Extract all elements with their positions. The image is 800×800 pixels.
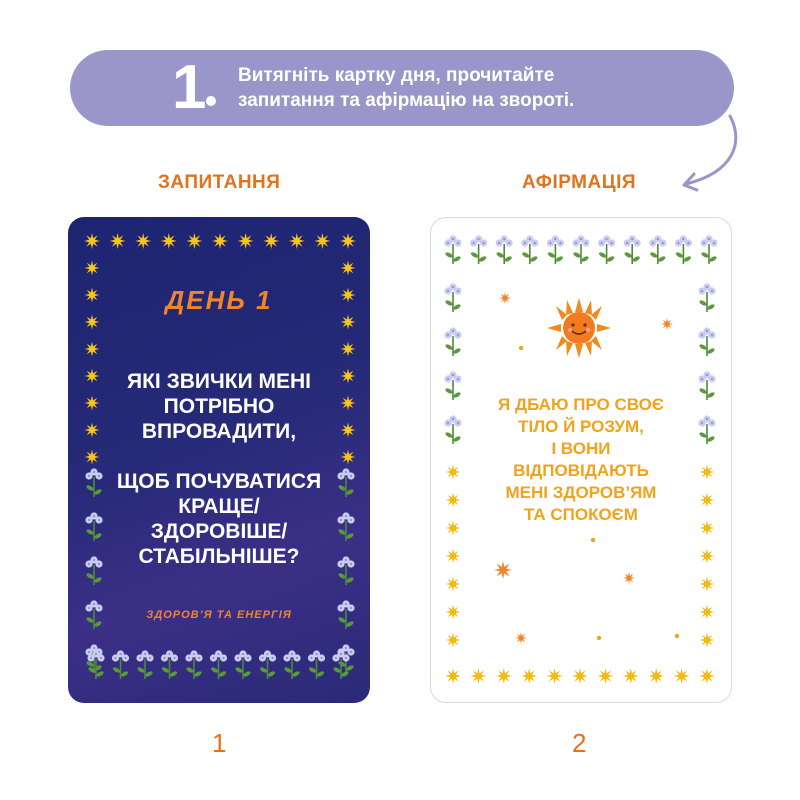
flower-icon [624,235,641,264]
instruction-line-1: Витягніть картку дня, прочитайте [238,65,555,86]
star-icon [623,572,635,584]
star-icon [700,521,715,536]
dot-decoration [597,636,601,640]
star-icon [341,369,356,384]
star-icon [341,450,356,465]
flower-icon [337,556,354,585]
curved-arrow-icon [672,112,742,196]
flower-icon [572,235,589,264]
star-icon [700,549,715,564]
flower-icon [332,650,349,679]
star-icon [499,292,511,304]
star-icon [446,465,461,480]
star-icon [700,577,715,592]
star-icon [445,668,461,684]
flower-icon [136,650,153,679]
star-icon [85,423,100,438]
flower-icon [112,650,129,679]
card-number-1: 1 [212,728,227,758]
star-icon [135,233,151,249]
flower-icon [649,235,666,264]
topic-label: ЗДОРОВ’Я ТА ЕНЕРГІЯ [146,609,292,621]
flower-icon [85,556,102,585]
star-icon [494,561,512,579]
star-icon [661,318,673,330]
dot-decoration [519,346,523,350]
flower-icon [700,235,717,264]
star-icon [289,233,305,249]
flower-icon [85,468,102,497]
step-number-dot [206,96,216,106]
star-icon [446,549,461,564]
star-icon [161,233,177,249]
flower-icon [496,235,513,264]
star-icon [521,668,537,684]
flower-icon [444,235,461,264]
instruction-text [238,63,658,113]
flower-icon [444,327,461,356]
star-icon [341,396,356,411]
star-icon [515,632,527,644]
star-icon [496,668,512,684]
step-number: 1 [172,53,207,122]
dot-decoration [675,634,679,638]
flower-icon [521,235,538,264]
star-icon [547,668,563,684]
star-icon [341,315,356,330]
day-title: ДЕНЬ 1 [165,285,273,315]
star-icon [85,396,100,411]
star-icon [84,233,100,249]
flower-icon [337,512,354,541]
star-icon [700,633,715,648]
sun-icon [547,298,611,358]
star-icon [446,605,461,620]
flower-icon [675,235,692,264]
star-icon [623,668,639,684]
star-icon [700,605,715,620]
star-icon [212,233,228,249]
star-icon [340,233,356,249]
star-icon [700,465,715,480]
star-icon [572,668,588,684]
instruction-line-2: запитання та афірмацію на звороті. [238,90,575,111]
star-icon [110,233,126,249]
flower-icon [444,371,461,400]
flower-icon [85,512,102,541]
flower-icon [210,650,227,679]
affirmation-card[interactable] [430,217,732,703]
flower-icon [337,468,354,497]
star-icon [446,493,461,508]
flower-icon [470,235,487,264]
star-icon [85,261,100,276]
flower-icon [234,650,251,679]
star-icon [85,450,100,465]
affirmation-text: Я ДБАЮ ПРО СВОЄ ТІЛО Й РОЗУМ, І ВОНИ ВІДПОВІДАЮТЬ МЕНІ ЗДОРОВ’ЯМ ТА СПОКОЄМ [498,395,664,524]
star-icon [341,423,356,438]
star-icon [238,233,254,249]
flower-icon [547,235,564,264]
flower-icon [444,415,461,444]
flower-icon [185,650,202,679]
flower-icon [698,283,715,312]
question-card[interactable] [68,217,370,703]
star-icon [341,261,356,276]
star-icon [648,668,664,684]
star-icon [674,668,690,684]
flower-icon [308,650,325,679]
star-icon [263,233,279,249]
star-icon [314,233,330,249]
star-icon [341,342,356,357]
card-number-2: 2 [572,728,587,758]
flower-icon [598,235,615,264]
flower-icon [698,415,715,444]
star-icon [186,233,202,249]
flower-icon [698,371,715,400]
star-icon [446,521,461,536]
star-icon [699,668,715,684]
flower-icon [161,650,178,679]
question-text: ЯКІ ЗВИЧКИ МЕНІ ПОТРІБНО ВПРОВАДИТИ, ЩОБ ПОЧУВАТИСЯ КРАЩЕ/ ЗДОРОВІШЕ/ СТАБІЛЬНІШЕ? [116,370,322,568]
star-icon [470,668,486,684]
star-icon [446,577,461,592]
flower-icon [444,283,461,312]
affirmation-label: АФІРМАЦІЯ [522,172,637,193]
flower-icon [259,650,276,679]
star-icon [85,315,100,330]
dot-decoration [591,538,595,542]
flower-icon [698,327,715,356]
question-label: ЗАПИТАННЯ [158,172,281,193]
flower-icon [283,650,300,679]
star-icon [597,668,613,684]
star-icon [700,493,715,508]
star-icon [85,342,100,357]
star-icon [446,633,461,648]
star-icon [85,369,100,384]
